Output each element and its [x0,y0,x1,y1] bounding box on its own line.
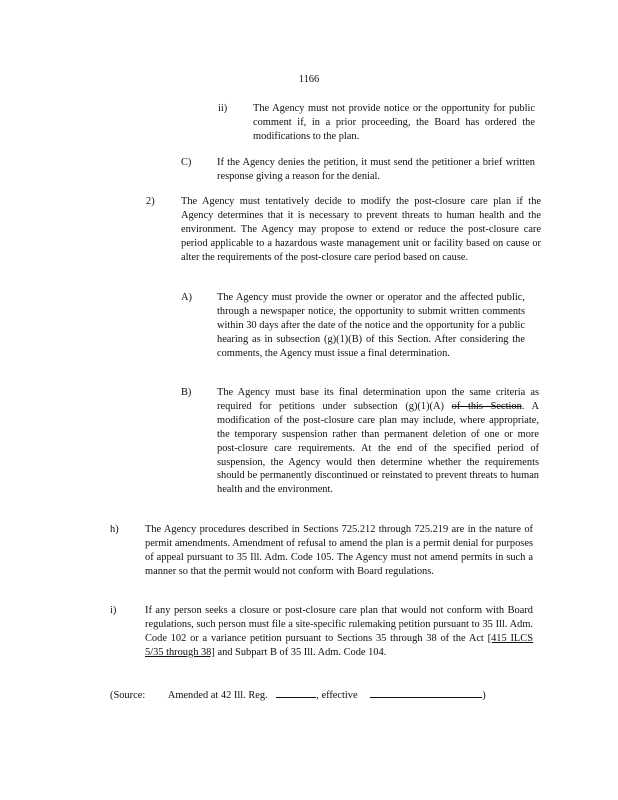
clause-i-text [145,604,533,660]
clause-i-label: i) [110,605,117,616]
clause-b-text [217,386,539,497]
clause-ii-label: ii) [218,103,228,114]
clause-c-text: If the Agency denies the petition, it must send the petitioner a brief written response giving a reason for the denial. [217,157,535,182]
clause-2-label: 2) [146,196,155,207]
clause-b-text-before: The Agency must base its final determination upon the same criteria as required for petitions under subsection (g)(1)(A) [217,387,539,412]
clause-h-text: The Agency procedures described in Sections 725.212 through 725.219 are in the nature of permit amendments. Amendment of refusal to amend the plan is a permit denial for purposes of appeal pursuant to 35 Ill. Adm. Code 105. The Agency must not amend permits in such a manner so that the permit would not conform with Board regulations. [145,524,533,577]
effective-date-blank [370,687,482,698]
clause-h-label: h) [110,524,119,535]
source-effective: , effective [316,690,358,701]
clause-a-label: A) [181,292,192,303]
clause-a-text: The Agency must provide the owner or operator and the affected public, through a newspaper notice, the opportunity to submit written comments within 30 days after the date of the notice and the opportunity for a public hearing as in subsection (g)(1)(B) of this Section. After considering the comments, the Agency must issue a final determination. [217,292,525,359]
clause-2-text: The Agency must tentatively decide to modify the post-closure care plan if the Agency determines that it is necessary to prevent threats to human health and the environment. The Agency may propose to extend or reduce the post-closure care period applicable to a hazardous waste management unit or facility based on cause or alter the requirements of the post-closure care period based on cause. [181,196,541,263]
clause-i-text-after: and Subpart B of 35 Ill. Adm. Code 104. [217,646,387,658]
clause-b-deleted-text: of this Section [451,400,522,412]
clause-b-text-after: . A modification of the post-closure care plan may include, where appropriate, the temporary suspension rather than permanent deletion of one or more post-closure care requirements. At the end of the specified period of suspension, the Agency would then determine whether the requirements should be permanently discontinued or reinstated to prevent threats to human health and the environment. [217,400,539,496]
clause-i-text-before: If any person seeks a closure or post-closure care plan that would not conform with Board regulations, such person must file a site-specific rulemaking petition pursuant to 35 Ill. Adm. Code 102 or a variance petition pursuant to Sections 35 through 38 of the Act [145,605,533,644]
clause-c-label: C) [181,157,192,168]
source-close: ) [482,690,486,701]
clause-ii-text: The Agency must not provide notice or the opportunity for public comment if, in a prior proceeding, the Board has ordered the modifications to the plan. [253,103,535,142]
source-amended: Amended at 42 Ill. Reg. [167,690,268,701]
register-blank [276,687,316,698]
source-open: (Source: [110,690,146,701]
clause-i-deleted-text: [415 ILCS 5/35 through 38] [145,632,533,658]
page-number: 1166 [298,74,320,85]
source-note [110,687,510,703]
clause-b-label: B) [181,387,192,398]
